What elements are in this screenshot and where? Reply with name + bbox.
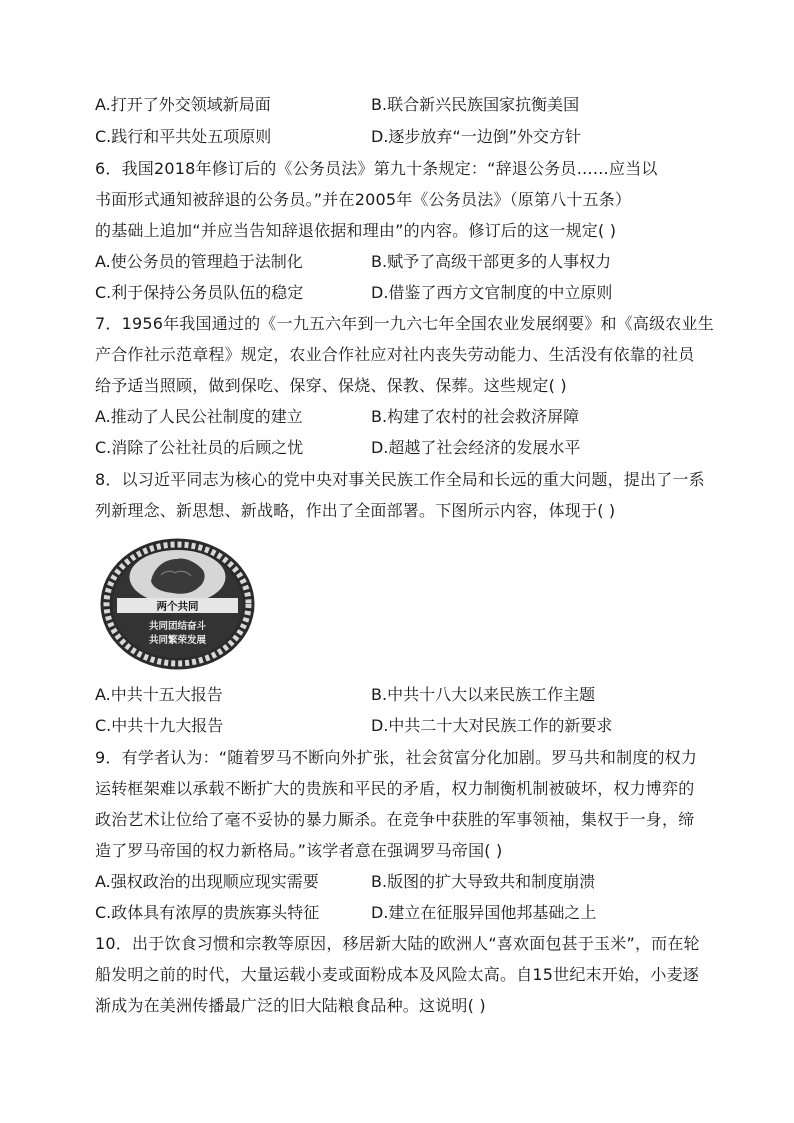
q9-stem-line-3: 政治艺术让位给了毫不妥协的暴力厮杀。在竞争中获胜的军事领袖，集权于一身，缔 (95, 810, 695, 829)
q5-option-a[interactable]: A.打开了外交领域新局面 (95, 95, 271, 114)
q8-option-c[interactable]: C.中共十九大报告 (95, 716, 224, 735)
q9-option-a[interactable]: A.强权政治的出现顺应现实需要 (95, 872, 319, 891)
q9-stem-line-1: 9．有学者认为：“随着罗马不断向外扩张，社会贫富分化加剧。罗马共和制度的权力 (95, 748, 698, 767)
q10-stem-line-3: 渐成为在美洲传播最广泛的旧大陆粮食品种。这说明( ) (95, 996, 486, 1015)
emblem-title: 两个共同 (156, 600, 199, 613)
emblem-line-2: 共同繁荣发展 (148, 635, 207, 646)
q7-stem-line-1: 7．1956年我国通过的《一九五六年到一九六七年全国农业发展纲要》和《高级农业生 (95, 314, 714, 333)
q6-stem-line-1: 6．我国2018年修订后的《公务员法》第九十条规定：“辞退公务员……应当以 (95, 159, 658, 178)
q6-option-a[interactable]: A.使公务员的管理趋于法制化 (95, 252, 303, 271)
q5-option-b[interactable]: B.联合新兴民族国家抗衡美国 (371, 95, 580, 114)
q7-option-a[interactable]: A.推动了人民公社制度的建立 (95, 407, 303, 426)
q7-option-c[interactable]: C.消除了公社社员的后顾之忧 (95, 438, 304, 457)
q9-option-c[interactable]: C.政体具有浓厚的贵族寡头特征 (95, 903, 320, 922)
q8-stem-line-1: 8．以习近平同志为核心的党中央对事关民族工作全局和长远的重大问题，提出了一系 (95, 470, 705, 489)
q6-stem-line-2: 书面形式通知被辞退的公务员。”并在2005年《公务员法》（原第八十五条） (95, 190, 632, 209)
q9-stem-line-4: 造了罗马帝国的权力新格局。”该学者意在强调罗马帝国( ) (95, 841, 503, 860)
q6-option-c[interactable]: C.利于保持公务员队伍的稳定 (95, 283, 304, 302)
q10-stem-line-2: 船发明之前的时代，大量运载小麦或面粉成本及风险太高。自15世纪末开始，小麦逐 (95, 965, 699, 984)
q9-option-d[interactable]: D.建立在征服异国他邦基础之上 (371, 903, 597, 922)
two-commons-emblem (99, 537, 256, 671)
q5-option-c[interactable]: C.践行和平共处五项原则 (95, 127, 272, 146)
q7-option-b[interactable]: B.构建了农村的社会救济屏障 (371, 407, 580, 426)
q9-option-b[interactable]: B.版图的扩大导致共和制度崩溃 (371, 872, 596, 891)
emblem-line-1: 共同团结奋斗 (148, 621, 207, 632)
q5-option-d[interactable]: D.逐步放弃“一边倒”外交方针 (371, 127, 581, 146)
q6-option-b[interactable]: B.赋予了高级干部更多的人事权力 (371, 252, 612, 271)
q6-stem-line-3: 的基础上追加“并应当告知辞退依据和理由”的内容。修订后的这一规定( ) (95, 221, 617, 240)
q8-option-a[interactable]: A.中共十五大报告 (95, 685, 223, 704)
q7-option-d[interactable]: D.超越了社会经济的发展水平 (371, 438, 581, 457)
q8-option-d[interactable]: D.中共二十大对民族工作的新要求 (371, 716, 613, 735)
q8-option-b[interactable]: B.中共十八大以来民族工作主题 (371, 685, 596, 704)
q8-stem-line-2: 列新理念、新思想、新战略，作出了全面部署。下图所示内容，体现于( ) (95, 501, 616, 520)
q7-stem-line-3: 给予适当照顾，做到保吃、保穿、保烧、保教、保葬。这些规定( ) (95, 376, 567, 395)
q9-stem-line-2: 运转框架难以承载不断扩大的贵族和平民的矛盾，权力制衡机制被破坏，权力博弈的 (95, 779, 695, 798)
q10-stem-line-1: 10．出于饮食习惯和宗教等原因，移居新大陆的欧洲人“喜欢面包甚于玉米”，而在轮 (95, 934, 700, 953)
q6-option-d[interactable]: D.借鉴了西方文官制度的中立原则 (371, 283, 613, 302)
q7-stem-line-2: 产合作社示范章程》规定，农业合作社应对社内丧失劳动能力、生活没有依靠的社员 (95, 345, 695, 364)
